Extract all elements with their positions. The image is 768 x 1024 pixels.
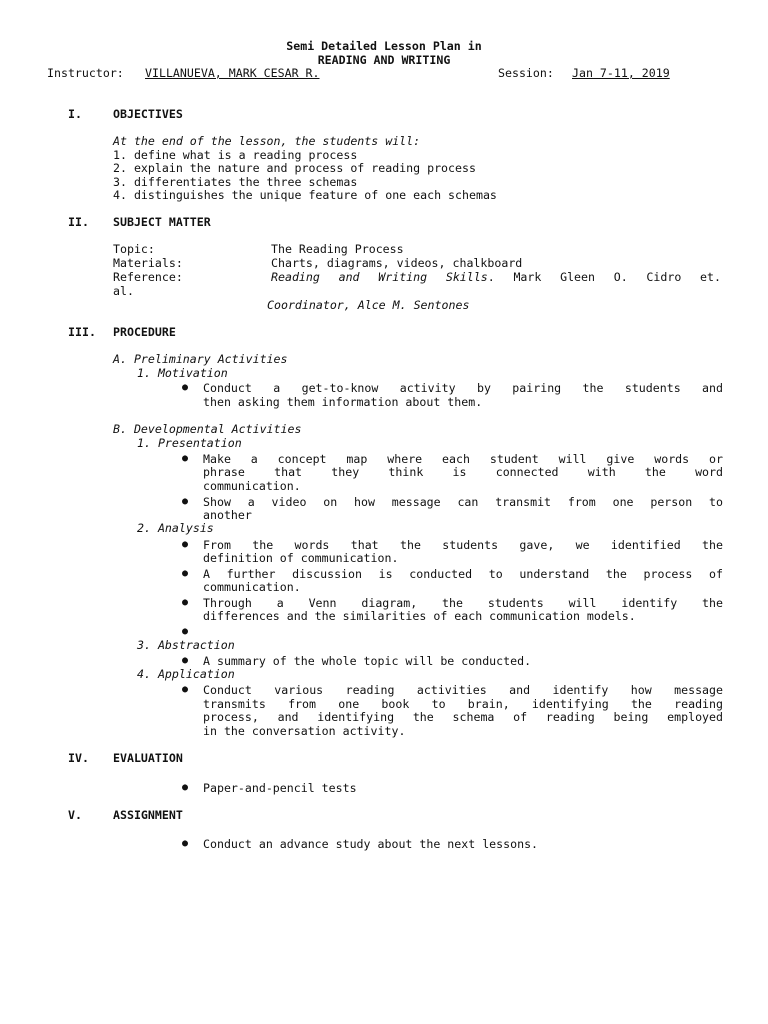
application-heading: 4. Application xyxy=(137,667,235,681)
application-line: process, and identifying the schema of reading being employed xyxy=(203,710,723,724)
assignment-item: Conduct an advance study about the next lessons. xyxy=(203,837,539,851)
analysis-line: Through a Venn diagram, the students will identify the xyxy=(203,596,723,610)
abstraction-line: A summary of the whole topic will be conducted. xyxy=(203,654,532,668)
bullet-icon: ● xyxy=(182,382,189,393)
developmental-heading: B. Developmental Activities xyxy=(113,422,302,436)
application-line: in the conversation activity. xyxy=(203,724,406,738)
bullet-icon: ● xyxy=(182,597,189,608)
objectives-numeral: I. xyxy=(68,107,82,121)
analysis-line: A further discussion is conducted to understand the process of xyxy=(203,567,723,581)
subject-matter-numeral: II. xyxy=(68,215,89,229)
abstraction-heading: 3. Abstraction xyxy=(137,638,235,652)
application-line: transmits from one book to brain, identifying the reading xyxy=(203,697,723,711)
analysis-line: communication. xyxy=(203,580,301,594)
evaluation-heading: EVALUATION xyxy=(113,751,183,765)
objectives-heading: OBJECTIVES xyxy=(113,107,183,121)
instructor-label: Instructor: xyxy=(47,66,124,80)
presentation-line: phrase that they think is connected with the word xyxy=(203,465,723,479)
topic-label: Topic: xyxy=(113,242,155,256)
reference-value xyxy=(271,270,721,284)
objective-item: 1. define what is a reading process xyxy=(113,148,358,162)
preliminary-heading: A. Preliminary Activities xyxy=(113,352,288,366)
materials-label: Materials: xyxy=(113,256,183,270)
bullet-icon: ● xyxy=(182,838,189,849)
presentation-line: Make a concept map where each student will give words or xyxy=(203,452,723,466)
subject-matter-heading: SUBJECT MATTER xyxy=(113,215,211,229)
topic-value: The Reading Process xyxy=(271,242,404,256)
objective-item: 3. differentiates the three schemas xyxy=(113,175,358,189)
objectives-intro: At the end of the lesson, the students will: xyxy=(113,134,421,148)
materials-value: Charts, diagrams, videos, chalkboard xyxy=(271,256,523,270)
bullet-icon: ● xyxy=(182,496,189,507)
bullet-icon: ● xyxy=(182,539,189,550)
objective-item: 4. distinguishes the unique feature of one each schemas xyxy=(113,188,497,202)
reference-label: Reference: xyxy=(113,270,183,284)
presentation-line: Show a video on how message can transmit from one person to xyxy=(203,495,723,509)
procedure-heading: PROCEDURE xyxy=(113,325,176,339)
evaluation-numeral: IV. xyxy=(68,751,89,765)
bullet-icon: ● xyxy=(182,684,189,695)
bullet-icon: ● xyxy=(182,782,189,793)
analysis-line: differences and the similarities of each communication models. xyxy=(203,609,636,623)
presentation-heading: 1. Presentation xyxy=(137,436,242,450)
document-subject: READING AND WRITING xyxy=(317,53,451,67)
coordinator: Coordinator, Alce M. Sentones xyxy=(267,298,470,312)
document-title: Semi Detailed Lesson Plan in xyxy=(286,39,482,53)
bullet-icon: ● xyxy=(182,568,189,579)
motivation-heading: 1. Motivation xyxy=(137,366,228,380)
bullet-icon: ● xyxy=(182,453,189,464)
presentation-line: communication. xyxy=(203,479,301,493)
session-label: Session: xyxy=(498,66,554,80)
assignment-numeral: V. xyxy=(68,808,82,822)
objective-item: 2. explain the nature and process of reading process xyxy=(113,161,476,175)
analysis-line: definition of communication. xyxy=(203,551,399,565)
procedure-numeral: III. xyxy=(68,325,96,339)
motivation-line: Conduct a get-to-know activity by pairing the students and xyxy=(203,381,723,395)
bullet-icon: ● xyxy=(182,655,189,666)
reference-al: al. xyxy=(113,284,134,298)
evaluation-item: Paper-and-pencil tests xyxy=(203,781,357,795)
analysis-heading: 2. Analysis xyxy=(137,521,214,535)
bullet-icon: ● xyxy=(182,626,189,637)
instructor-name: VILLANUEVA, MARK CESAR R. xyxy=(145,66,320,80)
reference-authors: . Mark Gleen O. Cidro et. xyxy=(487,270,721,284)
reference-title: Reading and Writing Skills xyxy=(271,270,488,284)
motivation-line: then asking them information about them. xyxy=(203,395,483,409)
assignment-heading: ASSIGNMENT xyxy=(113,808,183,822)
presentation-line: another xyxy=(203,508,252,522)
session-value: Jan 7-11, 2019 xyxy=(572,66,670,80)
analysis-line: From the words that the students gave, we identified the xyxy=(203,538,723,552)
application-line: Conduct various reading activities and identify how message xyxy=(203,683,723,697)
